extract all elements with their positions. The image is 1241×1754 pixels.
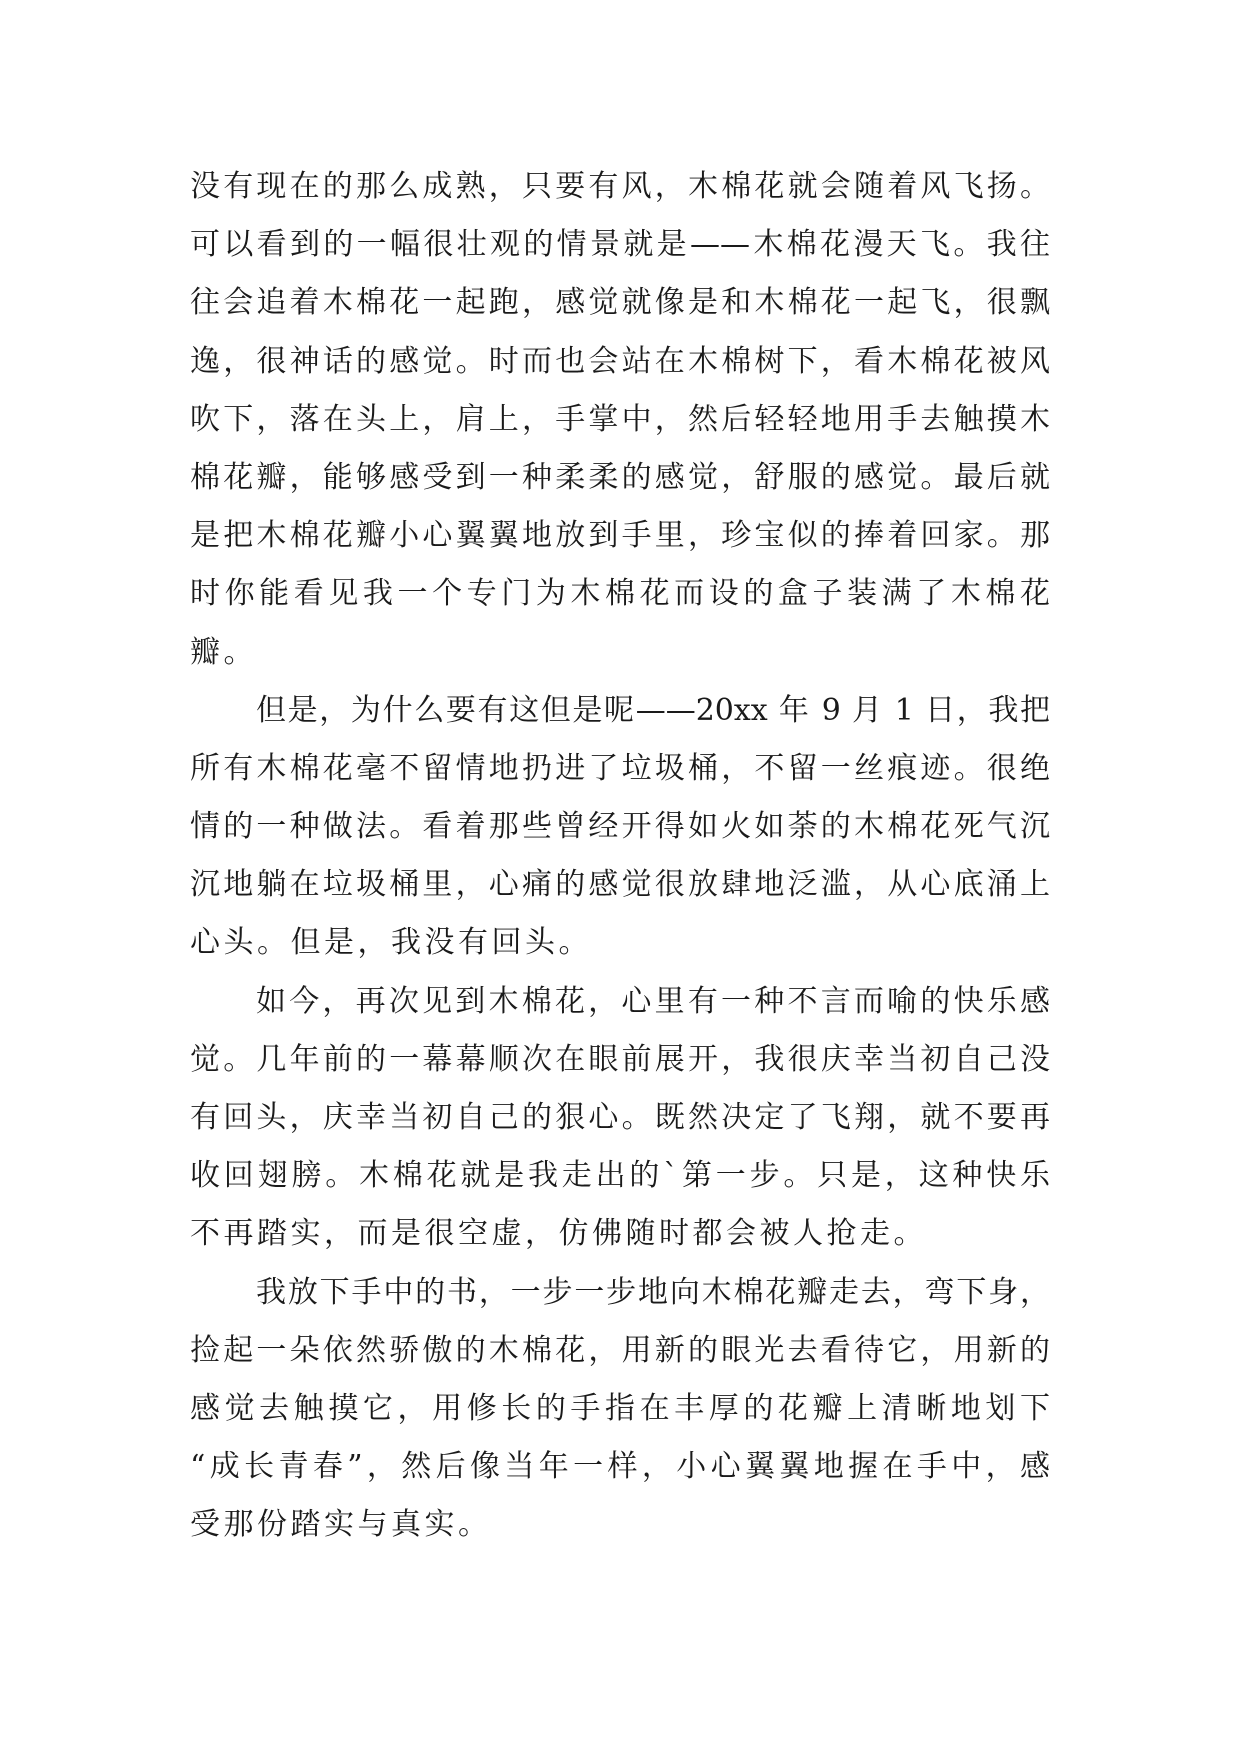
text-line: 收回翅膀。木棉花就是我走出的`第一步。只是，这种快乐 [190, 1158, 1050, 1194]
text-line: 往会追着木棉花一起跑，感觉就像是和木棉花一起飞，很飘 [190, 285, 1050, 321]
text-line: 我放下手中的书，一步一步地向木棉花瓣走去，弯下身， [256, 1274, 1050, 1310]
text-line: 是把木棉花瓣小心翼翼地放到手里，珍宝似的捧着回家。那 [190, 518, 1050, 554]
text-line: 没有现在的那么成熟，只要有风，木棉花就会随着风飞扬。 [190, 169, 1050, 204]
text-line: 受那份踏实与真实。 [190, 1507, 492, 1543]
text-line: 感觉去触摸它，用修长的手指在丰厚的花瓣上清晰地划下 [190, 1390, 1050, 1426]
text-line: 逸，很神话的感觉。时而也会站在木棉树下，看木棉花被风 [190, 343, 1050, 379]
text-line: 但是，为什么要有这但是呢——20xx 年 9 月 1 日，我把 [256, 692, 1050, 728]
text-line: 情的一种做法。看着那些曾经开得如火如荼的木棉花死气沉 [190, 809, 1050, 845]
document-body [190, 158, 1050, 1555]
text-line: 如今，再次见到木棉花，心里有一种不言而喻的快乐感 [256, 983, 1050, 1019]
text-line: 不再踏实，而是很空虚，仿佛随时都会被人抢走。 [190, 1216, 927, 1252]
text-line: 棉花瓣，能够感受到一种柔柔的感觉，舒服的感觉。最后就 [190, 459, 1050, 495]
text-line: 时你能看见我一个专门为木棉花而设的盒子装满了木棉花 [190, 576, 1050, 612]
text-line: 觉。几年前的一幕幕顺次在眼前展开，我很庆幸当初自己没 [190, 1041, 1050, 1077]
text-line: 所有木棉花毫不留情地扔进了垃圾桶，不留一丝痕迹。很绝 [190, 750, 1050, 786]
text-line: “成长青春”，然后像当年一样，小心翼翼地握在手中，感 [190, 1449, 1050, 1485]
text-line: 捡起一朵依然骄傲的木棉花，用新的眼光去看待它，用新的 [190, 1332, 1050, 1368]
text-line: 有回头，庆幸当初自己的狠心。既然决定了飞翔，就不要再 [190, 1100, 1050, 1135]
text-line: 可以看到的一幅很壮观的情景就是——木棉花漫天飞。我往 [190, 227, 1050, 263]
text-line: 心头。但是，我没有回头。 [190, 925, 592, 961]
text-line: 瓣。 [190, 634, 257, 670]
text-line: 吹下，落在头上，肩上，手掌中，然后轻轻地用手去触摸木 [190, 401, 1050, 437]
text-line: 沉地躺在垃圾桶里，心痛的感觉很放肆地泛滥，从心底涌上 [190, 867, 1050, 903]
